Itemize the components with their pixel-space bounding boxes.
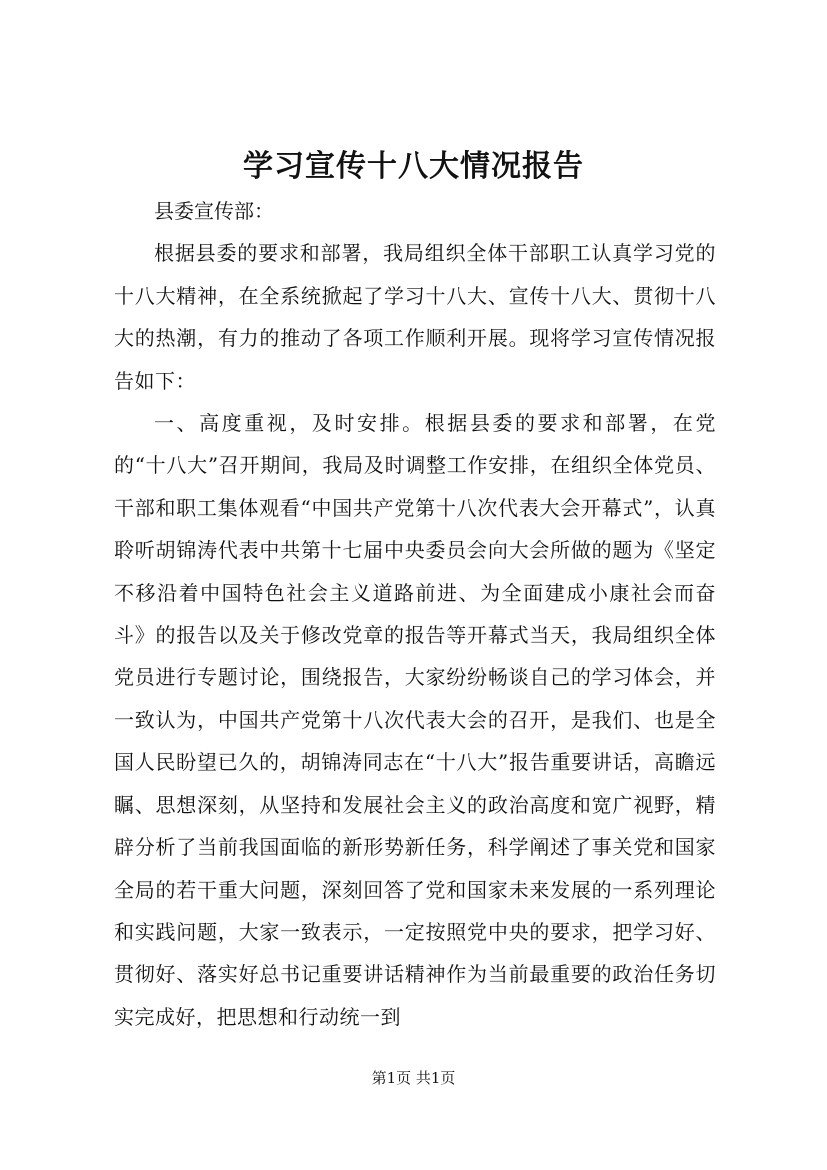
page-number-footer: 第1页 共1页	[371, 1069, 456, 1087]
document-title: 学习宣传十八大情况报告	[243, 149, 584, 184]
paragraph-section-1: 一、高度重视，及时安排。根据县委的要求和部署，在党的“十八大”召开期间，我局及时调整工作安排，在组织全体党员、干部和职工集体观看“中国共产党第十八次代表大会开幕式”，认真聆听胡锦涛代表中共第十七届中央委员会向大会所做的题为《坚定不移沿着中国特色社会主义道路前进、为全面建成小康社会而奋斗》的报告以及关于修改党章的报告等开幕式当天，我局组织全体党员进行专题讨论，围绕报告，大家纷纷畅谈自己的学习体会，并一致认为，中国共产党第十八次代表大会的召开，是我们、也是全国人民盼望已久的，胡锦涛同志在“十八大”报告重要讲话，高瞻远瞩、思想深刻，从坚持和发展社会主义的政治高度和宽广视野，精辟分析了当前我国面临的新形势新任务，科学阐述了事关党和国家全局的若干重大问题，深刻回答了党和国家未来发展的一系列理论和实践问题，大家一致表示，一定按照党中央的要求，把学习好、贯彻好、落实好总书记重要讲话精神作为当前最重要的政治任务切实完成好，把思想和行动统一到	[114, 411, 716, 1029]
salutation: 县委宣传部：	[154, 199, 274, 223]
paragraph-intro: 根据县委的要求和部署，我局组织全体干部职工认真学习党的十八大精神，在全系统掀起了学习十八大、宣传十八大、贯彻十八大的热潮，有力的推动了各项工作顺利开展。现将学习宣传情况报告如下：	[114, 241, 716, 393]
document-body	[114, 190, 716, 1038]
